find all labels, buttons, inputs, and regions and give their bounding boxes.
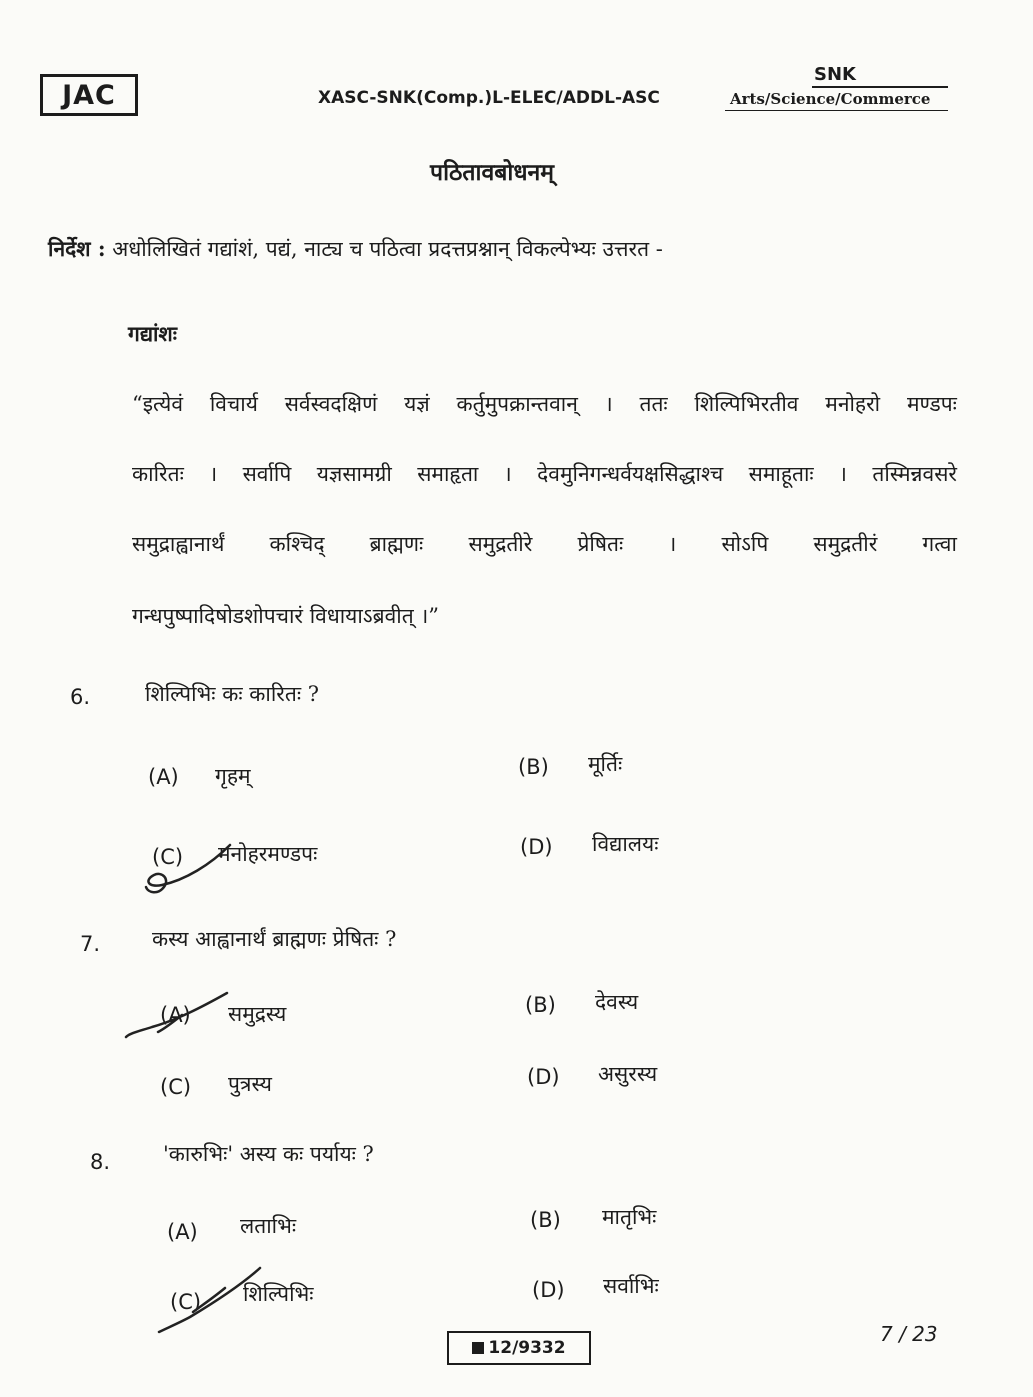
question-7-text: कस्य आह्वानार्थं ब्राह्मणः प्रेषितः ? bbox=[152, 927, 397, 951]
passage-line-3 bbox=[132, 530, 957, 558]
answer-tick-mark-icon bbox=[155, 1262, 265, 1337]
question-8-text: 'कारुभिः' अस्य कः पर्यायः ? bbox=[163, 1142, 374, 1166]
q7-option-b-label: (B) bbox=[525, 993, 556, 1017]
q8-option-d-text: सर्वाभिः bbox=[603, 1274, 659, 1298]
word: यज्ञं bbox=[404, 392, 430, 416]
passage-line-1 bbox=[132, 390, 957, 418]
direction-text: अधोलिखितं गद्यांशं, पद्यं, नाट्य च पठित्वा प्रदत्तप्रश्नान् विकल्पेभ्यः उत्तरत - bbox=[112, 237, 663, 261]
word: कारितः bbox=[132, 462, 184, 486]
word: गन्धपुष्पादिषोडशोपचारं विधायाऽब्रवीत् ।” bbox=[132, 604, 440, 628]
word: समाहूताः bbox=[748, 462, 814, 486]
question-6-text: शिल्पिभिः कः कारितः ? bbox=[145, 682, 320, 706]
subject-code: SNK bbox=[814, 64, 856, 85]
paper-code: XASC-SNK(Comp.)L-ELEC/ADDL-ASC bbox=[318, 88, 660, 108]
question-7-number: 7. bbox=[80, 932, 101, 956]
q6-option-b-label: (B) bbox=[518, 755, 549, 779]
word: सर्वस्वदक्षिणं bbox=[284, 392, 378, 416]
word: प्रेषितः bbox=[577, 532, 624, 556]
word: यज्ञसामग्री bbox=[316, 462, 392, 486]
q7-option-a-label: (A) bbox=[160, 1003, 191, 1027]
q6-option-a-label: (A) bbox=[148, 765, 179, 789]
q6-option-c-text: मनोहरमण्डपः bbox=[218, 842, 318, 866]
word: सर्वापि bbox=[242, 462, 292, 486]
word: । bbox=[668, 532, 677, 556]
q7-option-d-text: असुरस्य bbox=[598, 1062, 658, 1086]
word: तस्मिन्नवसरे bbox=[872, 462, 957, 486]
q8-option-b-text: मातृभिः bbox=[602, 1205, 657, 1229]
q7-option-c-text: पुत्रस्य bbox=[228, 1072, 272, 1096]
word: सोऽपि bbox=[721, 532, 769, 556]
q7-option-b-text: देवस्य bbox=[595, 990, 639, 1014]
q7-option-a-text: समुद्रस्य bbox=[228, 1002, 287, 1026]
word: समुद्रतीरं bbox=[813, 532, 878, 556]
page-number: 7 / 23 bbox=[880, 1322, 938, 1346]
subject-underline bbox=[812, 86, 948, 88]
word: विचार्य bbox=[209, 392, 258, 416]
word: । bbox=[604, 392, 613, 416]
word: “इत्येवं bbox=[132, 392, 183, 416]
word: । bbox=[839, 462, 847, 486]
answer-tick-mark-icon bbox=[140, 835, 240, 905]
q6-option-c-label: (C) bbox=[152, 845, 184, 869]
q8-option-a-text: लताभिः bbox=[240, 1214, 297, 1238]
barcode-square-icon bbox=[472, 1342, 484, 1354]
question-6-number: 6. bbox=[70, 685, 91, 709]
q7-option-c-label: (C) bbox=[160, 1075, 192, 1099]
word: गत्वा bbox=[922, 532, 957, 556]
word: कर्तुमुपक्रान्तवान् bbox=[456, 392, 578, 416]
word: समुद्राह्वानार्थं bbox=[132, 532, 225, 556]
word: शिल्पिभिरतीव bbox=[694, 392, 799, 416]
word: समाहृता bbox=[417, 462, 479, 486]
q8-option-c-text: शिल्पिभिः bbox=[243, 1282, 314, 1306]
passage-line-4 bbox=[132, 602, 957, 630]
section-title: पठितावबोधनम् bbox=[430, 159, 554, 186]
direction bbox=[48, 235, 663, 263]
passage-line-2 bbox=[132, 460, 957, 488]
q6-option-d-label: (D) bbox=[520, 835, 553, 859]
q8-option-c-label: (C) bbox=[170, 1290, 202, 1314]
q6-option-a-text: गृहम् bbox=[215, 764, 251, 788]
word: मण्डपः bbox=[906, 392, 957, 416]
word: ततः bbox=[639, 392, 668, 416]
word: । bbox=[503, 462, 512, 486]
footer-code-text: 12/9332 bbox=[488, 1338, 566, 1358]
answer-tick-mark-icon bbox=[122, 985, 232, 1045]
jac-logo: JAC bbox=[40, 74, 138, 116]
word: समुद्रतीरे bbox=[468, 532, 533, 556]
word: देवमुनिगन्धर्वयक्षसिद्धाश्च bbox=[537, 462, 724, 486]
footer-code bbox=[447, 1331, 591, 1365]
q8-option-a-label: (A) bbox=[167, 1220, 198, 1244]
word: मनोहरो bbox=[825, 392, 881, 416]
stream-underline bbox=[725, 110, 948, 111]
q8-option-b-label: (B) bbox=[530, 1208, 561, 1232]
q6-option-b-text: मूर्तिः bbox=[588, 752, 623, 776]
word: कश्चिद् bbox=[269, 532, 325, 556]
q6-option-d-text: विद्यालयः bbox=[592, 832, 659, 856]
stream-label: Arts/Science/Commerce bbox=[730, 90, 931, 108]
question-8-number: 8. bbox=[90, 1150, 111, 1174]
word: । bbox=[209, 462, 218, 486]
q8-option-d-label: (D) bbox=[532, 1278, 565, 1302]
passage-heading: गद्यांशः bbox=[128, 321, 178, 346]
direction-label: निर्देश : bbox=[48, 236, 106, 261]
word: ब्राह्मणः bbox=[369, 532, 424, 556]
q7-option-d-label: (D) bbox=[527, 1065, 560, 1089]
